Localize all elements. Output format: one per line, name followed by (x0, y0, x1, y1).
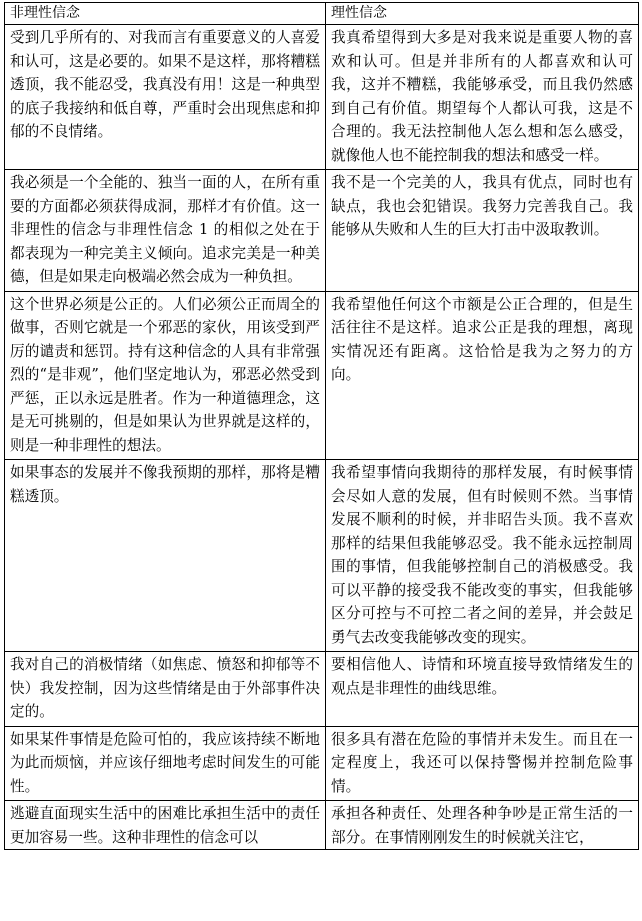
table-row (5, 291, 639, 460)
table-row (5, 460, 639, 652)
irrational-belief-cell: 我必须是一个全能的、独当一面的人，在所有重要的方面都必须获得成洞，那样才有价值。这一非理性的信念与非理性信念 1 的相似之处在于都表现为一种完美主义倾向。追求完美是一种美德，但是如果走向极端必然会成为一种负担。 (5, 170, 326, 292)
table-row (5, 801, 639, 850)
rational-belief-cell: 我不是一个完美的人，我具有优点，同时也有缺点，我也会犯错误。我努力完善我自己。我能够从失败和人生的巨大打击中汲取教训。 (326, 170, 639, 292)
table-row (5, 170, 639, 292)
rational-belief-cell: 很多具有潜在危险的事情并未发生。而且在一定程度上，我还可以保持警惕并控制危险事情。 (326, 726, 639, 801)
table-row (5, 726, 639, 801)
table-header-row (5, 3, 639, 25)
rational-belief-cell: 承担各种责任、处理各种争吵是正常生活的一部分。在事情刚刚发生的时候就关注它， (326, 801, 639, 850)
irrational-belief-cell: 这个世界必须是公正的。人们必须公正而周全的做事，否则它就是一个邪恶的家伙，用该受到严厉的谴责和惩罚。持有这种信念的人具有非常强烈的“是非观”，他们坚定地认为，邪恶必然受到严惩，正以永远是胜者。作为一种道德理念，这是无可挑剔的，但是如果认为世界就是这样的，则是一种非理性的想法。 (5, 291, 326, 460)
irrational-belief-cell: 逃避直面现实生活中的困难比承担生活中的责任更加容易一些。这种非理性的信念可以 (5, 801, 326, 850)
beliefs-table (4, 2, 639, 850)
header-irrational-belief: 非理性信念 (5, 3, 326, 25)
table-row (5, 652, 639, 727)
table-row (5, 25, 639, 170)
irrational-belief-cell: 我对自己的消极情绪（如焦虑、愤怒和抑郁等不快）我发控制，因为这些情绪是由于外部事件决定的。 (5, 652, 326, 727)
irrational-belief-cell: 如果某件事情是危险可怕的，我应该持续不断地为此而烦恼，并应该仔细地考虑时间发生的可能性。 (5, 726, 326, 801)
irrational-belief-cell: 受到几乎所有的、对我而言有重要意义的人喜爱和认可，这是必要的。如果不是这样，那将糟糕透顶，我不能忍受，我真没有用！这是一种典型的底子我接纳和低自尊，严重时会出现焦虑和抑郁的不良情绪。 (5, 25, 326, 170)
irrational-belief-cell: 如果事态的发展并不像我预期的那样，那将是糟糕透顶。 (5, 460, 326, 652)
rational-belief-cell: 我真希望得到大多是对我来说是重要人物的喜欢和认可。但是并非所有的人都喜欢和认可我，这并不糟糕，我能够承受，而且我仍然感到自己有价值。期望每个人都认可我，这是不合理的。我无法控制他人怎么想和怎么感受，就像他人也不能控制我的想法和感受一样。 (326, 25, 639, 170)
rational-belief-cell: 要相信他人、诗情和环境直接导致情绪发生的观点是非理性的曲线思维。 (326, 652, 639, 727)
header-rational-belief: 理性信念 (326, 3, 639, 25)
rational-belief-cell: 我希望事情向我期待的那样发展，有时候事情会尽如人意的发展，但有时候则不然。当事情发展不顺利的时候，并非昭告头顶。我不喜欢那样的结果但我能够忍受。我不能永远控制周围的事情，但我能够控制自己的消极感受。我可以平静的接受我不能改变的事实，但我能够区分可控与不可控二者之间的差异，并会鼓足勇气去改变我能够改变的现实。 (326, 460, 639, 652)
rational-belief-cell: 我希望他任何这个市额是公正合理的，但是生活往往不是这样。追求公正是我的理想，离现实情况还有距离。这恰恰是我为之努力的方向。 (326, 291, 639, 460)
